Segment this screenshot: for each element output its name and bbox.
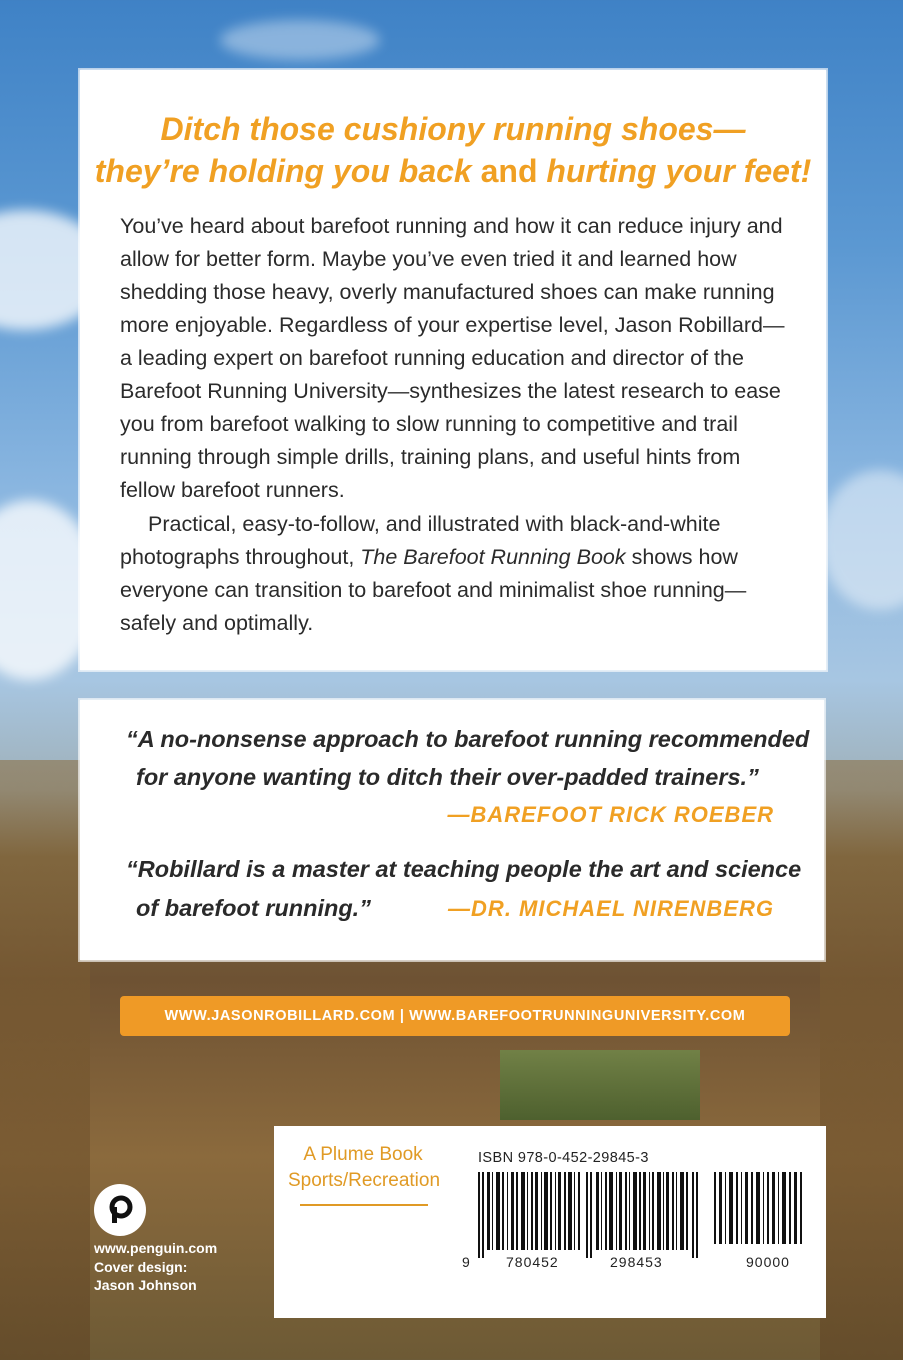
headline-fragment: they’re holding you back [94, 153, 472, 189]
barcode-digit-lead: 9 [462, 1254, 470, 1270]
quote-1-line1: “A no-nonsense approach to barefoot running recommended [126, 726, 810, 752]
cover-design-label: Cover design: [94, 1259, 188, 1275]
description-paragraph-2 [120, 508, 792, 640]
description-panel [80, 70, 826, 670]
publisher-line: A Plume Book [303, 1144, 423, 1165]
description-paragraph-1: You’ve heard about barefoot running and how it can reduce injury and allow for better form. Maybe you’ve even tried it and learned how shedding those heavy, overly manufactured shoes can make running more enjoyable. Regardless of your expertise level, Jason Robillard—a leading expert on barefoot running education and director of the Barefoot Running University—synthesizes the latest research to ease you from barefoot walking to slow running to competitive and trail running through simple drills, training plans, and useful hints from fellow barefoot runners. [120, 214, 785, 502]
headline-fragment: and [471, 153, 547, 189]
cloud [820, 470, 903, 610]
cover-designer: Jason Johnson [94, 1277, 197, 1293]
headline-line2 [80, 150, 826, 192]
penguin-logo-icon [94, 1184, 146, 1236]
paragraph-text: shows how everyone can transition to barefoot and minimalist shoe running—safely and optimally. [120, 545, 747, 635]
brush-left [0, 760, 90, 1360]
quote-2-attribution: —DR. MICHAEL NIRENBERG [448, 896, 774, 921]
category-label: Sports/Recreation [287, 1170, 441, 1191]
book-title: The Barefoot Running Book [360, 545, 626, 569]
barcode-digits-left: 780452 [506, 1254, 559, 1270]
quote-2-line1: “Robillard is a master at teaching people the art and science [126, 856, 802, 882]
isbn-text: ISBN 978-0-452-29845-3 [478, 1150, 649, 1166]
quote-1-attribution: —BAREFOOT RICK ROEBER [447, 802, 774, 827]
price-barcode [714, 1172, 804, 1244]
quote-1-line2: for anyone wanting to ditch their over-padded trainers.” [136, 764, 759, 790]
price-code: 90000 [746, 1254, 790, 1270]
barcode-digits-right: 298453 [610, 1254, 663, 1270]
divider [300, 1204, 428, 1206]
quotes-panel [80, 700, 824, 960]
paragraph-text: Practical, easy-to-follow, and illustrated with black-and-white photographs throughout, [120, 512, 721, 569]
website-url-bar: WWW.JASONROBILLARD.COM | WWW.BAREFOOTRUNNINGUNIVERSITY.COM [120, 996, 790, 1036]
quote-2-line2: of barefoot running.” [136, 895, 371, 921]
yucca-plant [500, 1050, 700, 1120]
headline-fragment: hurting your feet! [546, 153, 812, 189]
barcode-box [274, 1126, 826, 1318]
brush-right [820, 760, 903, 1360]
headline-line1: Ditch those cushiony running shoes— [160, 111, 746, 147]
publisher-website: www.penguin.com [94, 1240, 218, 1256]
isbn-barcode [478, 1172, 704, 1258]
cloud [220, 20, 380, 60]
